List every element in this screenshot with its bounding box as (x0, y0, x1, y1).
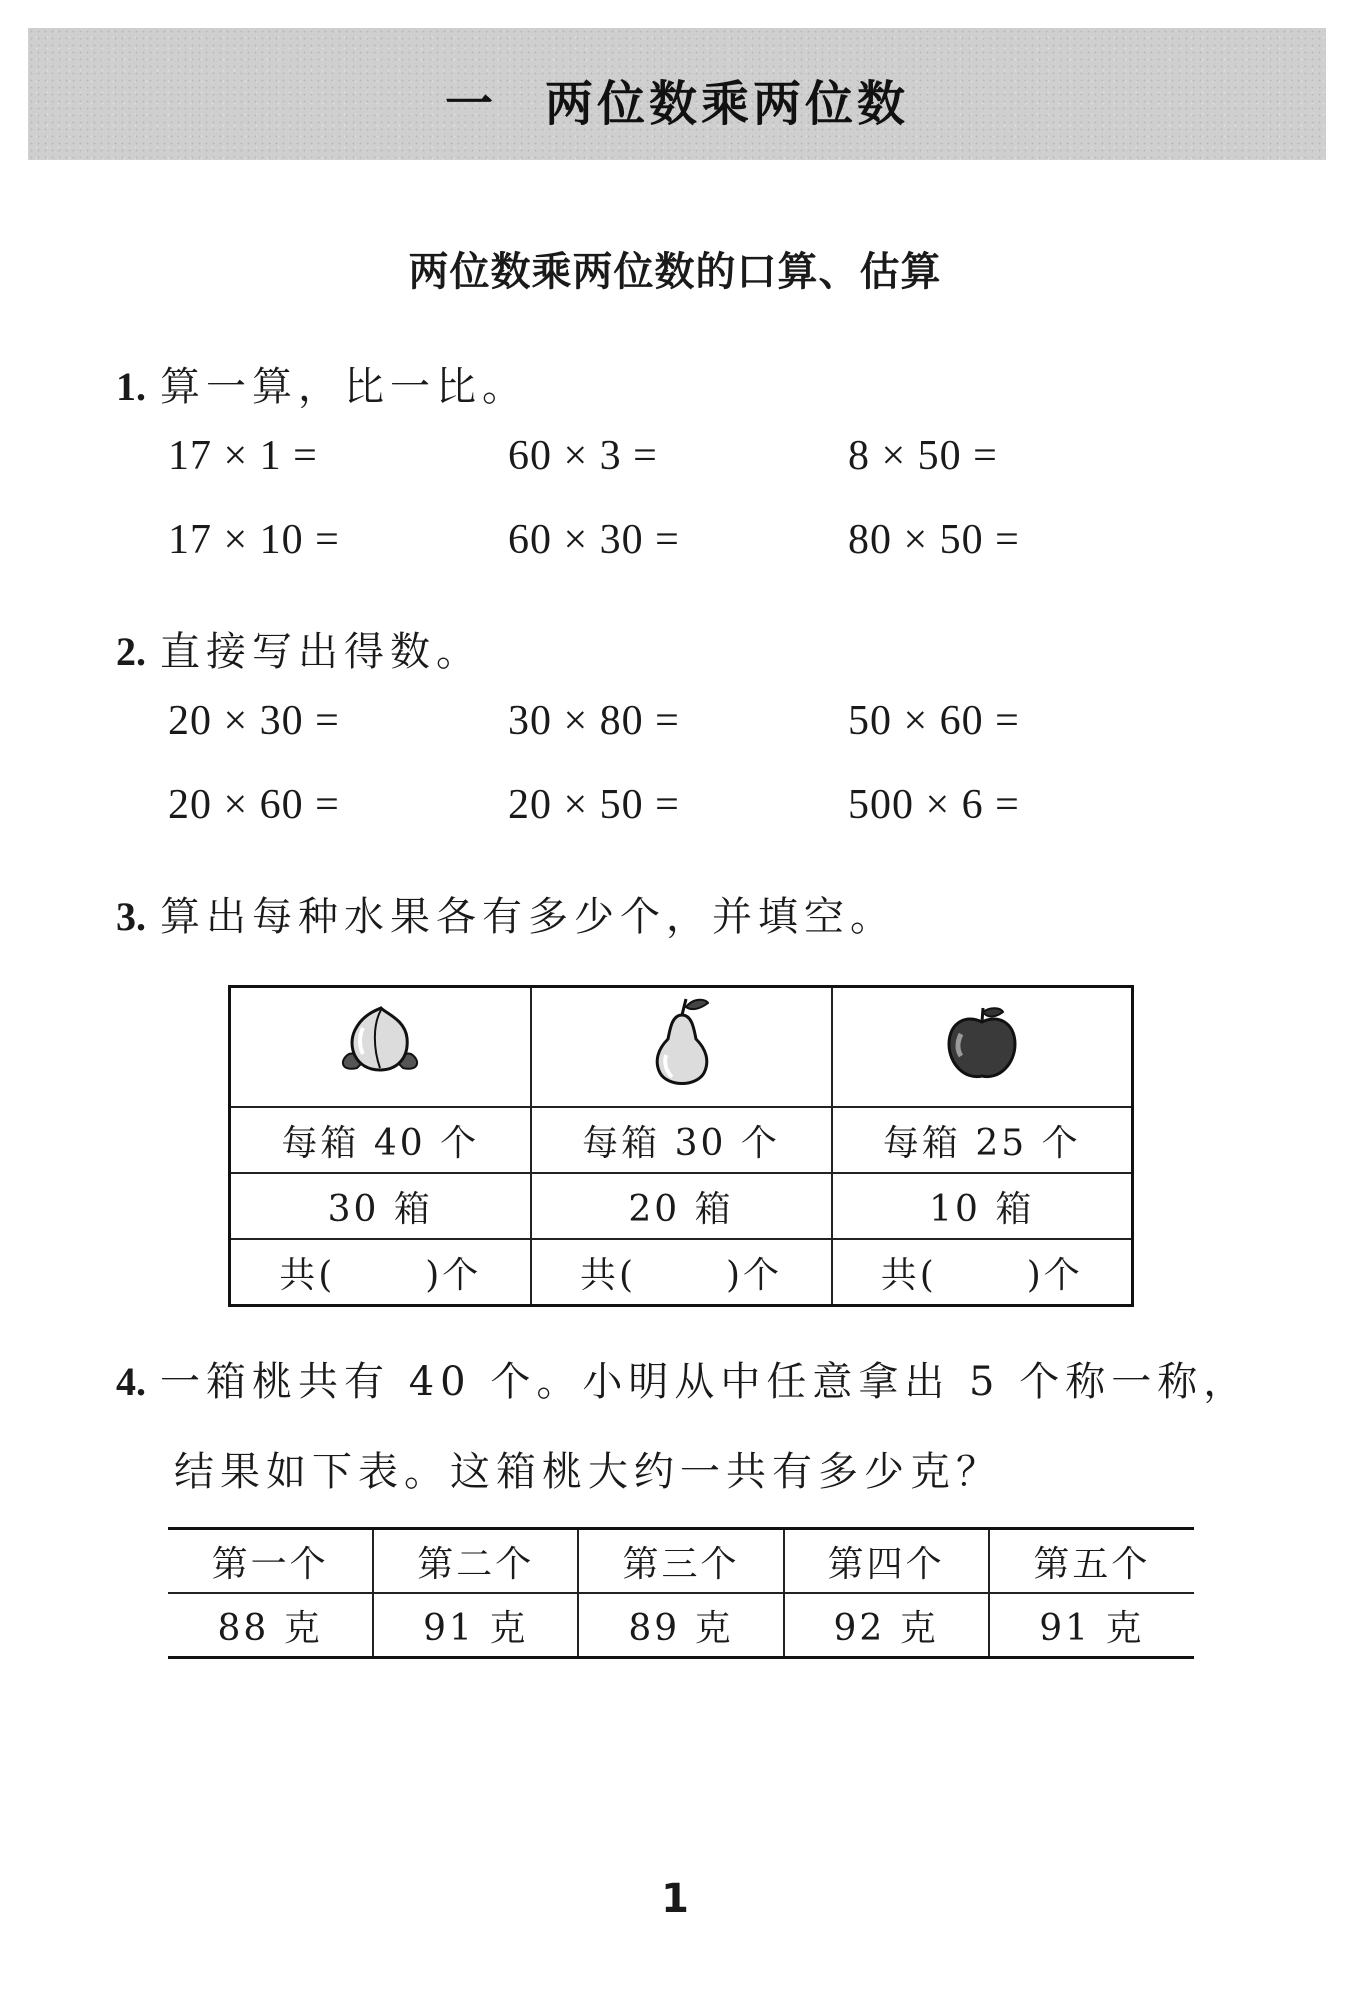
total-suffix: )个 (1026, 1254, 1083, 1296)
question-1-title (116, 355, 528, 412)
question-2-number: 2. (116, 629, 146, 674)
weight-header-cell: 第二个 (373, 1529, 578, 1594)
per-box-cell: 每箱 30 个 (531, 1107, 832, 1173)
q1-expression: 17 × 10 = (168, 517, 340, 563)
chapter-number: 一 (444, 75, 497, 132)
total-prefix: 共( (880, 1254, 937, 1296)
chapter-title-text: 两位数乘两位数 (545, 75, 910, 132)
boxes-cell: 20 箱 (531, 1173, 832, 1239)
q2-expression: 500 × 6 = (848, 782, 1020, 828)
weight-value-cell: 91 克 (989, 1593, 1194, 1658)
peach-icon (335, 998, 425, 1088)
q2-expression: 20 × 30 = (168, 698, 340, 744)
question-4-line-2: 结果如下表。这箱桃大约一共有多少克？ (174, 1449, 1002, 1495)
per-box-cell: 每箱 25 个 (832, 1107, 1133, 1173)
q1-expression: 60 × 3 = (508, 433, 658, 479)
question-4-title (116, 1350, 1249, 1407)
question-1-text: 算一算，比一比。 (160, 364, 528, 410)
boxes-cell: 10 箱 (832, 1173, 1133, 1239)
weight-value-cell: 91 克 (373, 1593, 578, 1658)
chapter-banner (28, 28, 1326, 160)
question-2-title (116, 620, 482, 677)
boxes-cell: 30 箱 (230, 1173, 531, 1239)
apple-icon (937, 998, 1027, 1088)
weight-value-cell: 92 克 (784, 1593, 989, 1658)
q2-expression: 20 × 60 = (168, 782, 340, 828)
q1-expression: 60 × 30 = (508, 517, 680, 563)
q1-expression: 8 × 50 = (848, 433, 998, 479)
fruit-icon-cell (832, 987, 1133, 1108)
q2-expression: 30 × 80 = (508, 698, 680, 744)
question-1-number: 1. (116, 364, 146, 409)
page-number: 1 (661, 1876, 689, 1922)
lesson-subtitle: 两位数乘两位数的口算、估算 (408, 249, 942, 295)
question-4-line-1: 一箱桃共有 40 个。小明从中任意拿出 5 个称一称， (160, 1359, 1250, 1405)
per-box-cell: 每箱 40 个 (230, 1107, 531, 1173)
weight-header-cell: 第一个 (168, 1529, 373, 1594)
question-3-number: 3. (116, 894, 146, 939)
total-prefix: 共( (579, 1254, 636, 1296)
q2-expression: 50 × 60 = (848, 698, 1020, 744)
total-suffix: )个 (726, 1254, 783, 1296)
weight-header-cell: 第四个 (784, 1529, 989, 1594)
weight-header-cell: 第五个 (989, 1529, 1194, 1594)
fruit-icon-cell (531, 987, 832, 1108)
total-prefix: 共( (279, 1254, 336, 1296)
q1-expression: 80 × 50 = (848, 517, 1020, 563)
total-fill-cell[interactable] (832, 1239, 1133, 1306)
chapter-title (445, 65, 909, 134)
q2-expression: 20 × 50 = (508, 782, 680, 828)
question-4-number: 4. (116, 1359, 146, 1404)
q1-expression: 17 × 1 = (168, 433, 318, 479)
fruit-table (228, 985, 1134, 1307)
total-suffix: )个 (425, 1254, 482, 1296)
question-3-text: 算出每种水果各有多少个，并填空。 (160, 894, 896, 940)
weight-header-cell: 第三个 (578, 1529, 783, 1594)
peach-weight-table (168, 1527, 1194, 1659)
fruit-icon-cell (230, 987, 531, 1108)
total-fill-cell[interactable] (531, 1239, 832, 1306)
question-3-title (116, 885, 896, 942)
pear-icon (636, 993, 726, 1093)
question-2-text: 直接写出得数。 (160, 629, 482, 675)
weight-value-cell: 88 克 (168, 1593, 373, 1658)
total-fill-cell[interactable] (230, 1239, 531, 1306)
weight-value-cell: 89 克 (578, 1593, 783, 1658)
